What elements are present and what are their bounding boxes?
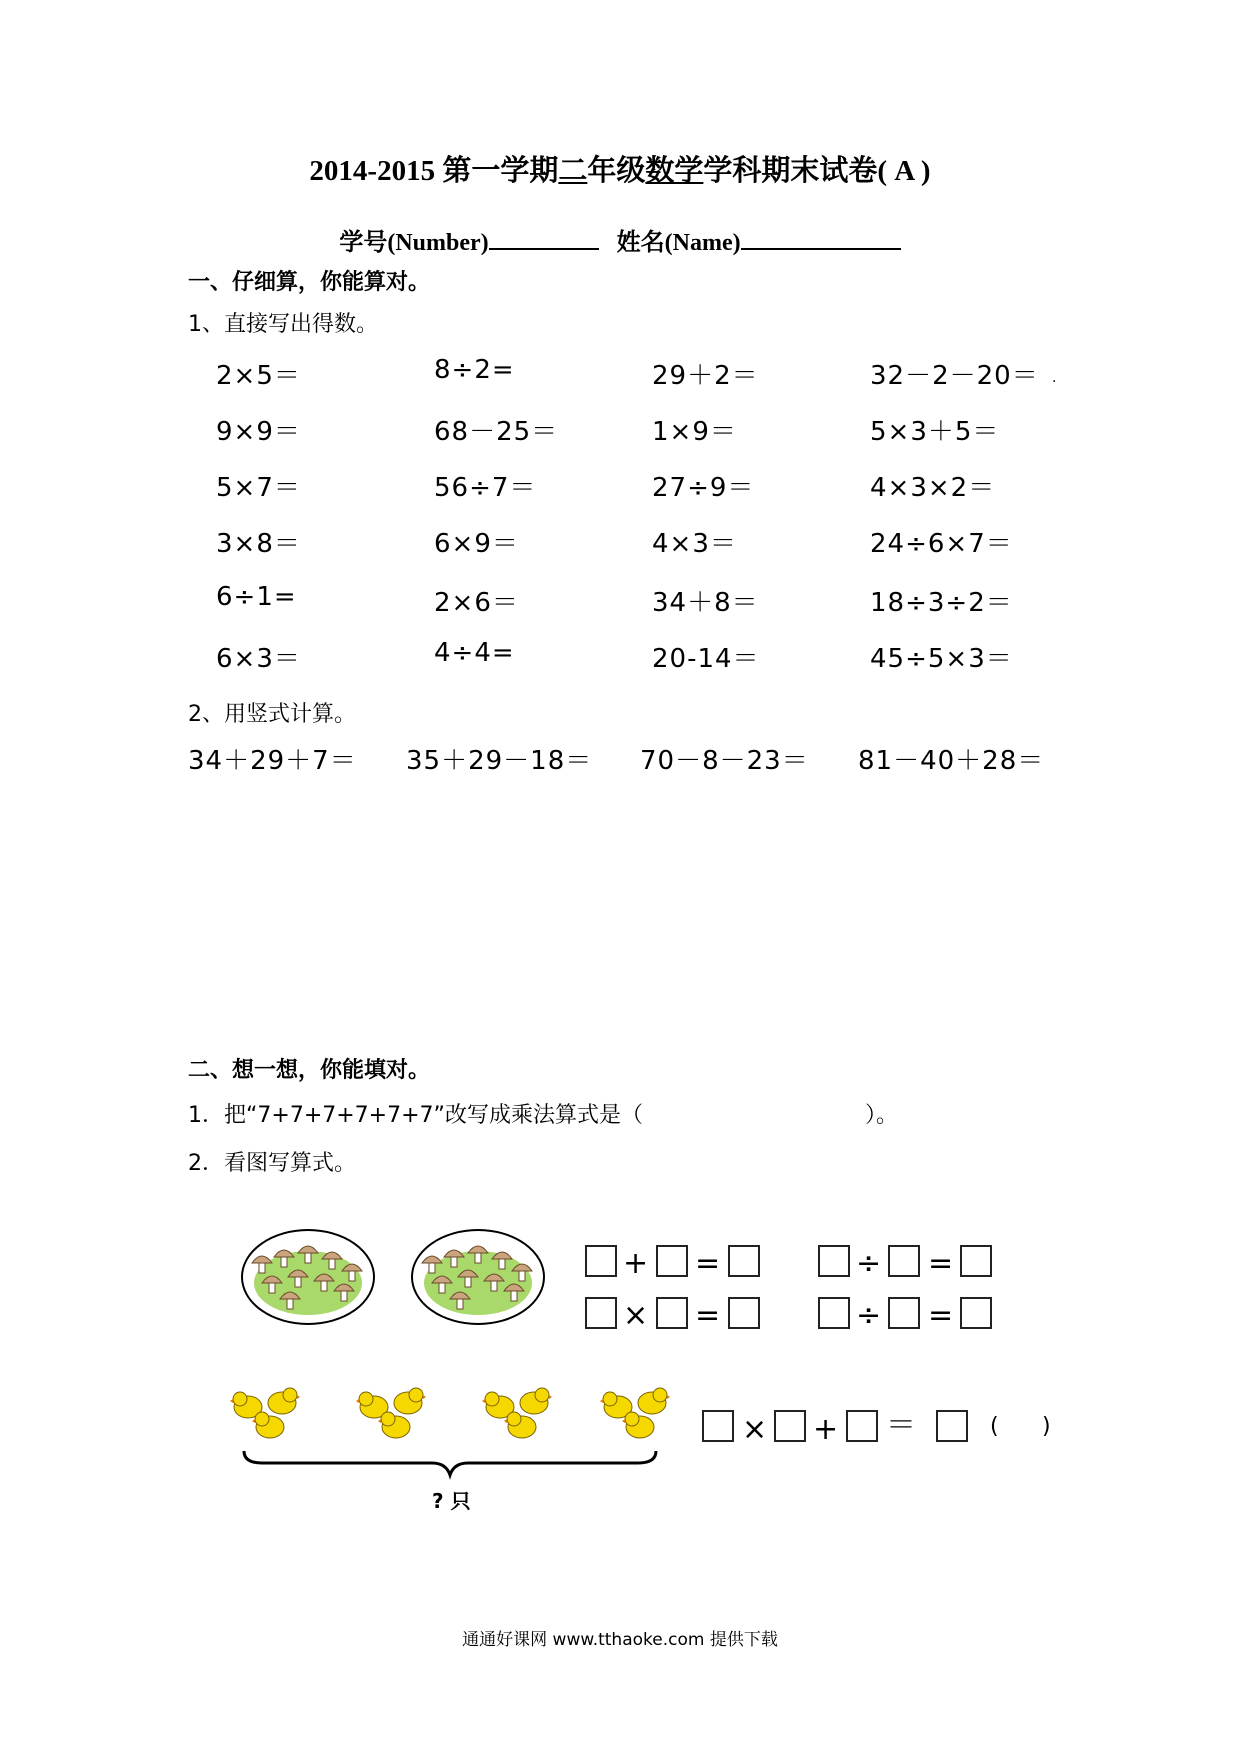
chick-group-image xyxy=(230,1385,310,1445)
curly-brace-icon xyxy=(242,1445,662,1485)
answer-box[interactable] xyxy=(585,1245,617,1277)
oral-calc-item: 2×6＝ xyxy=(434,588,519,618)
title-subject: 数学 xyxy=(645,155,704,187)
answer-box[interactable] xyxy=(774,1410,806,1442)
mushroom-plate-image xyxy=(240,1227,380,1327)
times-sign: × xyxy=(742,1412,768,1447)
oral-calc-item: 6×9＝ xyxy=(434,529,519,559)
name-label: 姓名(Name) xyxy=(616,230,741,256)
answer-box[interactable] xyxy=(656,1245,688,1277)
oral-calc-item: 1×9＝ xyxy=(652,417,737,447)
oral-calc-item: 5×3＋5＝ xyxy=(870,417,1000,447)
oral-calc-item: 24÷6×7＝ xyxy=(870,529,1013,559)
section2-heading: 二、想一想，你能填对。 xyxy=(188,1058,431,1083)
oral-calc-item: 68－25＝ xyxy=(434,417,559,447)
answer-box[interactable] xyxy=(960,1245,992,1277)
vertical-calc-item: 34＋29＋7＝ xyxy=(188,746,357,776)
page-title xyxy=(0,148,1240,189)
oral-calc-item: 6×3＝ xyxy=(216,644,301,674)
plus-sign: + xyxy=(813,1412,839,1447)
chick-group-image xyxy=(356,1385,436,1445)
answer-box[interactable] xyxy=(656,1297,688,1329)
oral-calc-item: 32－2－20＝ xyxy=(870,361,1039,391)
oral-calc-item: 4×3＝ xyxy=(652,529,737,559)
answer-box[interactable] xyxy=(888,1245,920,1277)
oral-calc-item: 5×7＝ xyxy=(216,473,301,503)
equals-sign: = xyxy=(928,1298,954,1333)
title-suffix: 学科期末试卷( A ) xyxy=(703,155,931,187)
vertical-calc-item: 81－40＋28＝ xyxy=(858,746,1045,776)
equals-sign: = xyxy=(928,1246,954,1281)
oral-calc-item: 6÷1= xyxy=(216,582,297,612)
equals-sign: = xyxy=(695,1246,721,1281)
oral-calc-item: 45÷5×3＝ xyxy=(870,644,1013,674)
number-blank[interactable] xyxy=(489,226,599,250)
unit-paren-close: ) xyxy=(1042,1414,1051,1439)
answer-box[interactable] xyxy=(818,1297,850,1329)
oral-calc-item: 34＋8＝ xyxy=(652,588,759,618)
equals-sign: ＝ xyxy=(886,1408,916,1443)
equals-sign: = xyxy=(695,1298,721,1333)
vertical-calc-item: 35＋29－18＝ xyxy=(406,746,593,776)
oral-calc-item: 2×5＝ xyxy=(216,361,301,391)
section1-heading: 一、仔细算，你能算对。 xyxy=(188,270,431,295)
answer-box[interactable] xyxy=(702,1410,734,1442)
title-mid: 年级 xyxy=(587,155,646,187)
times-sign: × xyxy=(623,1298,649,1333)
answer-box[interactable] xyxy=(888,1297,920,1329)
answer-box[interactable] xyxy=(818,1245,850,1277)
stray-dot: . xyxy=(1052,370,1057,386)
divide-sign: ÷ xyxy=(856,1246,882,1281)
mushroom-plate-image xyxy=(410,1227,550,1327)
student-id-line xyxy=(0,222,1240,257)
oral-calc-item: 29＋2＝ xyxy=(652,361,759,391)
answer-box[interactable] xyxy=(728,1245,760,1277)
unit-paren-open: ( xyxy=(990,1414,999,1439)
oral-calc-item: 8÷2= xyxy=(434,355,515,385)
oral-calc-item: 56÷7＝ xyxy=(434,473,537,503)
answer-box[interactable] xyxy=(585,1297,617,1329)
q2-label: 2、用竖式计算。 xyxy=(188,702,356,727)
answer-box[interactable] xyxy=(846,1410,878,1442)
oral-calc-item: 3×8＝ xyxy=(216,529,301,559)
title-grade: 二 xyxy=(558,155,588,187)
answer-box[interactable] xyxy=(960,1297,992,1329)
oral-calc-item: 9×9＝ xyxy=(216,417,301,447)
oral-calc-item: 18÷3÷2＝ xyxy=(870,588,1013,618)
chick-group-image xyxy=(482,1385,562,1445)
brace-label: ? 只 xyxy=(432,1489,471,1513)
answer-box[interactable] xyxy=(936,1410,968,1442)
number-label: 学号(Number) xyxy=(339,230,489,256)
answer-box[interactable] xyxy=(728,1297,760,1329)
name-blank[interactable] xyxy=(741,226,901,250)
divide-sign: ÷ xyxy=(856,1298,882,1333)
oral-calc-item: 4÷4= xyxy=(434,638,515,668)
title-prefix: 2014-2015 第一学期 xyxy=(309,155,559,187)
plus-sign: + xyxy=(623,1246,649,1281)
footer-credit: 通通好课网 www.tthaoke.com 提供下载 xyxy=(462,1630,778,1650)
oral-calc-item: 20-14＝ xyxy=(652,644,760,674)
chick-group-image xyxy=(600,1385,680,1445)
vertical-calc-item: 70－8－23＝ xyxy=(640,746,809,776)
q1-label: 1、直接写出得数。 xyxy=(188,312,378,337)
s2-q1-close: ）。 xyxy=(865,1103,899,1128)
oral-calc-item: 4×3×2＝ xyxy=(870,473,996,503)
s2-q1-text: 1．把“7+7+7+7+7+7”改写成乘法算式是（ xyxy=(188,1103,643,1128)
oral-calc-item: 27÷9＝ xyxy=(652,473,755,503)
s2-q2-text: 2．看图写算式。 xyxy=(188,1151,356,1176)
